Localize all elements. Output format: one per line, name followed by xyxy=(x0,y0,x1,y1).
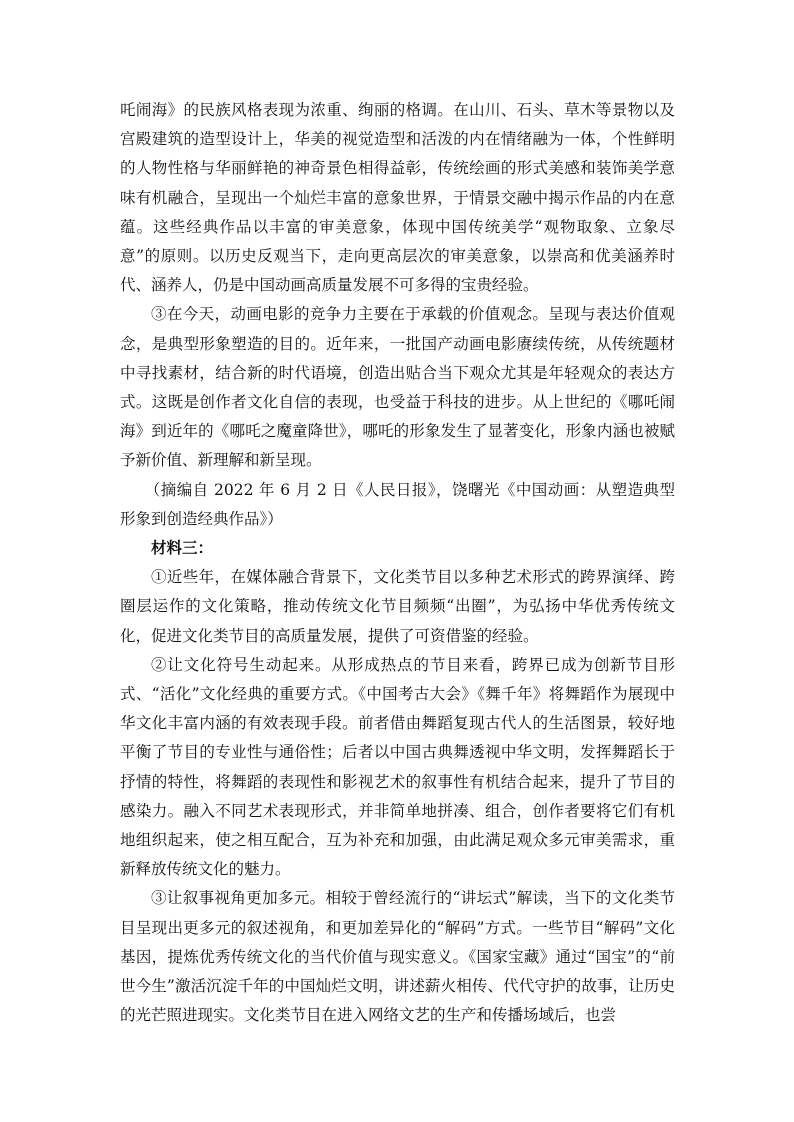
paragraph-3-material-three: ③让叙事视角更加多元。相较于曾经流行的“讲坛式”解读，当下的文化类节目呈现出更多元的叙述视角，和更加差异化的“解码”方式。一些节目“解码”文化基因，提炼优秀传统文化的当代价值与现实意义。《国家宝藏》通过“国宝”的“前世今生”激活沉淀千年的中国灿烂文明，讲述薪火相传、代代守护的故事，让历史的光芒照进现实。文化类节目在进入网络文艺的生产和传播场域后，也尝 xyxy=(120,889,675,1025)
paragraph-2: ②让文化符号生动起来。从形成热点的节目来看，跨界已成为创新节目形式、“活化”文化经典的重要方式。《中国考古大会》《舞千年》将舞蹈作为展现中华文化丰富内涵的有效表现手段。前者借由舞蹈复现古代人的生活图景，较好地平衡了节目的专业性与通俗性；后者以中国古典舞透视中华文明，发挥舞蹈长于抒情的特性，将舞蹈的表现性和影视艺术的叙事性有机结合起来，提升了节目的感染力。融入不同艺术表现形式，并非简单地拼凑、组合，创作者要将它们有机地组织起来，使之相互配合，互为补充和加强，由此满足观众多元审美需求，重新释放传统文化的魅力。 xyxy=(120,655,675,879)
paragraph-1: ①近些年，在媒体融合背景下，文化类节目以多种艺术形式的跨界演绎、跨圈层运作的文化策略，推动传统文化节目频频“出圈”，为弘扬中华优秀传统文化，促进文化类节目的高质量发展，提供了可资借鉴的经验。 xyxy=(120,568,675,645)
source-citation: （摘编自 2022 年 6 月 2 日《人民日报》，饶曙光《中国动画：从塑造典型形象到创造经典作品》） xyxy=(120,480,675,528)
section-heading-material-three: 材料三： xyxy=(151,539,214,558)
paragraph-3: ③在今天，动画电影的竞争力主要在于承载的价值观念。呈现与表达价值观念，是典型形象塑造的目的。近年来，一批国产动画电影赓续传统，从传统题材中寻找素材，结合新的时代语境，创造出贴合当下观众尤其是年轻观众的表达方式。这既是创作者文化自信的表现，也受益于科技的进步。从上世纪的《哪吒闹海》到近年的《哪吒之魔童降世》，哪吒的形象发生了显著变化，形象内涵也被赋予新价值、新理解和新呈现。 xyxy=(120,305,675,470)
document-body xyxy=(120,96,675,1031)
paragraph-continuation: 吒闹海》的民族风格表现为浓重、绚丽的格调。在山川、石头、草木等景物以及宫殿建筑的造型设计上，华美的视觉造型和活泼的内在情绪融为一体，个性鲜明的人物性格与华丽鲜艳的神奇景色相得益彰，传统绘画的形式美感和装饰美学意味有机融合，呈现出一个灿烂丰富的意象世界，于情景交融中揭示作品的内在意蕴。这些经典作品以丰富的审美意象，体现中国传统美学“观物取象、立象尽意”的原则。以历史反观当下，走向更高层次的审美意象，以崇高和优美涵养时代、涵养人，仍是中国动画高质量发展不可多得的宝贵经验。 xyxy=(120,101,675,295)
